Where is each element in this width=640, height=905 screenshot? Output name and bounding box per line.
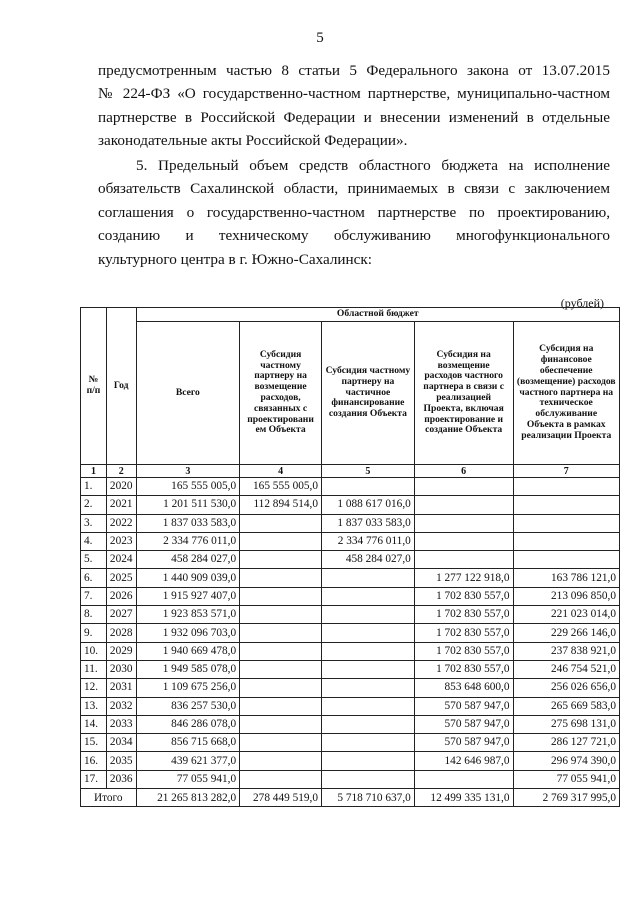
table-row xyxy=(81,496,620,514)
table-cell: 15. xyxy=(81,734,107,752)
table-cell: 275 698 131,0 xyxy=(513,715,620,733)
table-cell: 286 127 721,0 xyxy=(513,734,620,752)
table-cell: 836 257 530,0 xyxy=(136,697,240,715)
table-row xyxy=(81,642,620,660)
table-cell xyxy=(240,624,322,642)
table-cell: 14. xyxy=(81,715,107,733)
table-cell xyxy=(414,532,513,550)
table-cell: 1 702 830 557,0 xyxy=(414,587,513,605)
column-number: 7 xyxy=(513,465,620,478)
totals-cell: 2 769 317 995,0 xyxy=(513,789,620,807)
table-cell: 1 702 830 557,0 xyxy=(414,642,513,660)
table-cell: 2022 xyxy=(106,514,136,532)
table-cell xyxy=(414,496,513,514)
table-row xyxy=(81,569,620,587)
table-cell: 9. xyxy=(81,624,107,642)
totals-label: Итого xyxy=(81,789,137,807)
table-cell xyxy=(322,624,415,642)
table-cell xyxy=(414,770,513,788)
table-cell: 1 837 033 583,0 xyxy=(136,514,240,532)
table-row xyxy=(81,532,620,550)
table-cell xyxy=(322,770,415,788)
table-cell xyxy=(513,514,620,532)
table-cell: 1 837 033 583,0 xyxy=(322,514,415,532)
table-cell: 2031 xyxy=(106,679,136,697)
table-cell: 439 621 377,0 xyxy=(136,752,240,770)
table-cell xyxy=(240,679,322,697)
table-cell: 458 284 027,0 xyxy=(322,551,415,569)
table-cell: 1 109 675 256,0 xyxy=(136,679,240,697)
paragraph-budget-limit xyxy=(98,154,610,271)
budget-table xyxy=(80,307,620,807)
totals-cell: 5 718 710 637,0 xyxy=(322,789,415,807)
table-cell: 221 023 014,0 xyxy=(513,606,620,624)
table-row xyxy=(81,697,620,715)
table-cell: 3. xyxy=(81,514,107,532)
table-cell xyxy=(322,587,415,605)
header-construction-subsidy: Субсидия частному партнеру на частичное финансирование создания Объекта xyxy=(322,322,415,465)
column-numbers-row xyxy=(81,465,620,478)
table-cell: 77 055 941,0 xyxy=(513,770,620,788)
table-cell xyxy=(322,569,415,587)
table-row xyxy=(81,478,620,496)
totals-cell: 278 449 519,0 xyxy=(240,789,322,807)
table-cell: 1 940 669 478,0 xyxy=(136,642,240,660)
text-line: обязательств Сахалинской области, принимаемых в связи с заключением xyxy=(98,180,610,198)
table-cell: 256 026 656,0 xyxy=(513,679,620,697)
table-cell: 570 587 947,0 xyxy=(414,715,513,733)
table-cell: 229 266 146,0 xyxy=(513,624,620,642)
table-cell xyxy=(322,606,415,624)
table-row xyxy=(81,734,620,752)
table-cell: 112 894 514,0 xyxy=(240,496,322,514)
header-regional-budget: Областной бюджет xyxy=(136,308,619,322)
table-cell: 1 277 122 918,0 xyxy=(414,569,513,587)
table-cell xyxy=(322,752,415,770)
table-cell: 6. xyxy=(81,569,107,587)
table-cell xyxy=(322,478,415,496)
table-cell: 1 949 585 078,0 xyxy=(136,660,240,678)
header-total: Всего xyxy=(136,322,240,465)
table-row xyxy=(81,551,620,569)
totals-cell: 12 499 335 131,0 xyxy=(414,789,513,807)
table-cell: 265 669 583,0 xyxy=(513,697,620,715)
totals-cell: 21 265 813 282,0 xyxy=(136,789,240,807)
paragraph-law-reference xyxy=(98,59,610,153)
table-cell xyxy=(240,532,322,550)
text-line: созданию и техническому обслуживанию многофункционального xyxy=(98,227,610,245)
text-line: законодательные акты Российской Федерации». xyxy=(98,132,408,150)
table-cell: 1 702 830 557,0 xyxy=(414,624,513,642)
table-cell: 856 715 668,0 xyxy=(136,734,240,752)
table-cell: 1 702 830 557,0 xyxy=(414,606,513,624)
table-row xyxy=(81,715,620,733)
table-cell: 853 648 600,0 xyxy=(414,679,513,697)
table-cell: 2020 xyxy=(106,478,136,496)
table-cell: 296 974 390,0 xyxy=(513,752,620,770)
table-row xyxy=(81,514,620,532)
table-row xyxy=(81,606,620,624)
table-cell xyxy=(322,715,415,733)
table-cell: 237 838 921,0 xyxy=(513,642,620,660)
table-cell: 10. xyxy=(81,642,107,660)
table-cell xyxy=(240,587,322,605)
table-cell: 12. xyxy=(81,679,107,697)
table-cell: 2028 xyxy=(106,624,136,642)
table-row xyxy=(81,587,620,605)
header-maintenance-subsidy: Субсидия на финансовое обеспечение (возмещение) расходов частного партнера на техническое обслуживание Объекта в рамках реализации Проекта xyxy=(513,322,620,465)
table-row xyxy=(81,624,620,642)
table-cell: 1. xyxy=(81,478,107,496)
text-line: культурного центра в г. Южно-Сахалинск: xyxy=(98,250,373,268)
table-cell: 2023 xyxy=(106,532,136,550)
table-row xyxy=(81,679,620,697)
column-number: 4 xyxy=(240,465,322,478)
table-cell: 165 555 005,0 xyxy=(136,478,240,496)
table-cell xyxy=(240,752,322,770)
table-cell: 246 754 521,0 xyxy=(513,660,620,678)
units-label: (рублей) xyxy=(560,296,604,310)
table-cell xyxy=(322,660,415,678)
table-cell: 1 702 830 557,0 xyxy=(414,660,513,678)
table-cell: 2025 xyxy=(106,569,136,587)
table-cell: 142 646 987,0 xyxy=(414,752,513,770)
table-cell xyxy=(414,514,513,532)
table-cell: 1 915 927 407,0 xyxy=(136,587,240,605)
table-cell: 17. xyxy=(81,770,107,788)
table-cell xyxy=(513,532,620,550)
table-cell: 2034 xyxy=(106,734,136,752)
table-cell xyxy=(513,496,620,514)
table-cell: 2021 xyxy=(106,496,136,514)
table-row xyxy=(81,770,620,788)
table-cell xyxy=(513,551,620,569)
table-cell xyxy=(240,514,322,532)
table-cell xyxy=(240,642,322,660)
table-cell xyxy=(414,478,513,496)
table-cell: 1 923 853 571,0 xyxy=(136,606,240,624)
table-cell: 1 201 511 530,0 xyxy=(136,496,240,514)
header-number: № п/п xyxy=(81,308,107,465)
text-line: 5. Предельный объем средств областного бюджета на исполнение xyxy=(136,157,610,174)
table-cell: 77 055 941,0 xyxy=(136,770,240,788)
table-cell: 2024 xyxy=(106,551,136,569)
table-cell xyxy=(240,551,322,569)
table-cell: 2033 xyxy=(106,715,136,733)
table-cell: 165 555 005,0 xyxy=(240,478,322,496)
table-cell: 2 334 776 011,0 xyxy=(136,532,240,550)
table-cell: 1 440 909 039,0 xyxy=(136,569,240,587)
column-number: 2 xyxy=(106,465,136,478)
text-line: соглашения о государственно-частном партнерстве по проектированию, xyxy=(98,203,610,221)
column-number: 6 xyxy=(414,465,513,478)
table-row xyxy=(81,752,620,770)
table-cell xyxy=(322,642,415,660)
table-cell xyxy=(240,606,322,624)
table-cell: 1 932 096 703,0 xyxy=(136,624,240,642)
table-cell xyxy=(240,734,322,752)
table-cell: 846 286 078,0 xyxy=(136,715,240,733)
table-cell: 213 096 850,0 xyxy=(513,587,620,605)
header-year: Год xyxy=(106,308,136,465)
table-cell: 2027 xyxy=(106,606,136,624)
header-design-subsidy: Субсидия частному партнеру на возмещение расходов, связанных с проектировани ем Объекта xyxy=(240,322,322,465)
page-number: 5 xyxy=(316,30,324,46)
text-line: партнерстве в Российской Федерации и внесении изменений в отдельные xyxy=(98,108,610,126)
table-row xyxy=(81,660,620,678)
header-project-subsidy: Субсидия на возмещение расходов частного партнера в связи с реализацией Проекта, включая проектирование и создание Объекта xyxy=(414,322,513,465)
table-cell: 2029 xyxy=(106,642,136,660)
table-cell: 2032 xyxy=(106,697,136,715)
table-cell: 570 587 947,0 xyxy=(414,697,513,715)
table-cell: 5. xyxy=(81,551,107,569)
table-cell: 570 587 947,0 xyxy=(414,734,513,752)
table-cell: 2030 xyxy=(106,660,136,678)
table-cell: 2026 xyxy=(106,587,136,605)
text-line: предусмотренным частью 8 статьи 5 Федерального закона от 13.07.2015 xyxy=(98,62,610,79)
table-cell xyxy=(240,697,322,715)
table-cell xyxy=(240,660,322,678)
column-number: 3 xyxy=(136,465,240,478)
table-cell xyxy=(322,734,415,752)
table-cell: 458 284 027,0 xyxy=(136,551,240,569)
table-cell xyxy=(240,569,322,587)
table-cell: 2. xyxy=(81,496,107,514)
table-cell: 2036 xyxy=(106,770,136,788)
table-cell xyxy=(414,551,513,569)
column-number: 5 xyxy=(322,465,415,478)
text-line: № 224-ФЗ «О государственно-частном партнерстве, муниципально-частном xyxy=(98,85,610,103)
table-cell xyxy=(240,715,322,733)
table-cell xyxy=(240,770,322,788)
table-cell xyxy=(322,697,415,715)
table-cell: 1 088 617 016,0 xyxy=(322,496,415,514)
table-cell: 16. xyxy=(81,752,107,770)
table-cell: 11. xyxy=(81,660,107,678)
table-cell: 163 786 121,0 xyxy=(513,569,620,587)
column-number: 1 xyxy=(81,465,107,478)
table-cell: 2035 xyxy=(106,752,136,770)
table-cell: 2 334 776 011,0 xyxy=(322,532,415,550)
table-cell xyxy=(322,679,415,697)
table-cell xyxy=(513,478,620,496)
table-cell: 4. xyxy=(81,532,107,550)
totals-row xyxy=(81,789,620,807)
table-cell: 7. xyxy=(81,587,107,605)
table-cell: 13. xyxy=(81,697,107,715)
table-cell: 8. xyxy=(81,606,107,624)
